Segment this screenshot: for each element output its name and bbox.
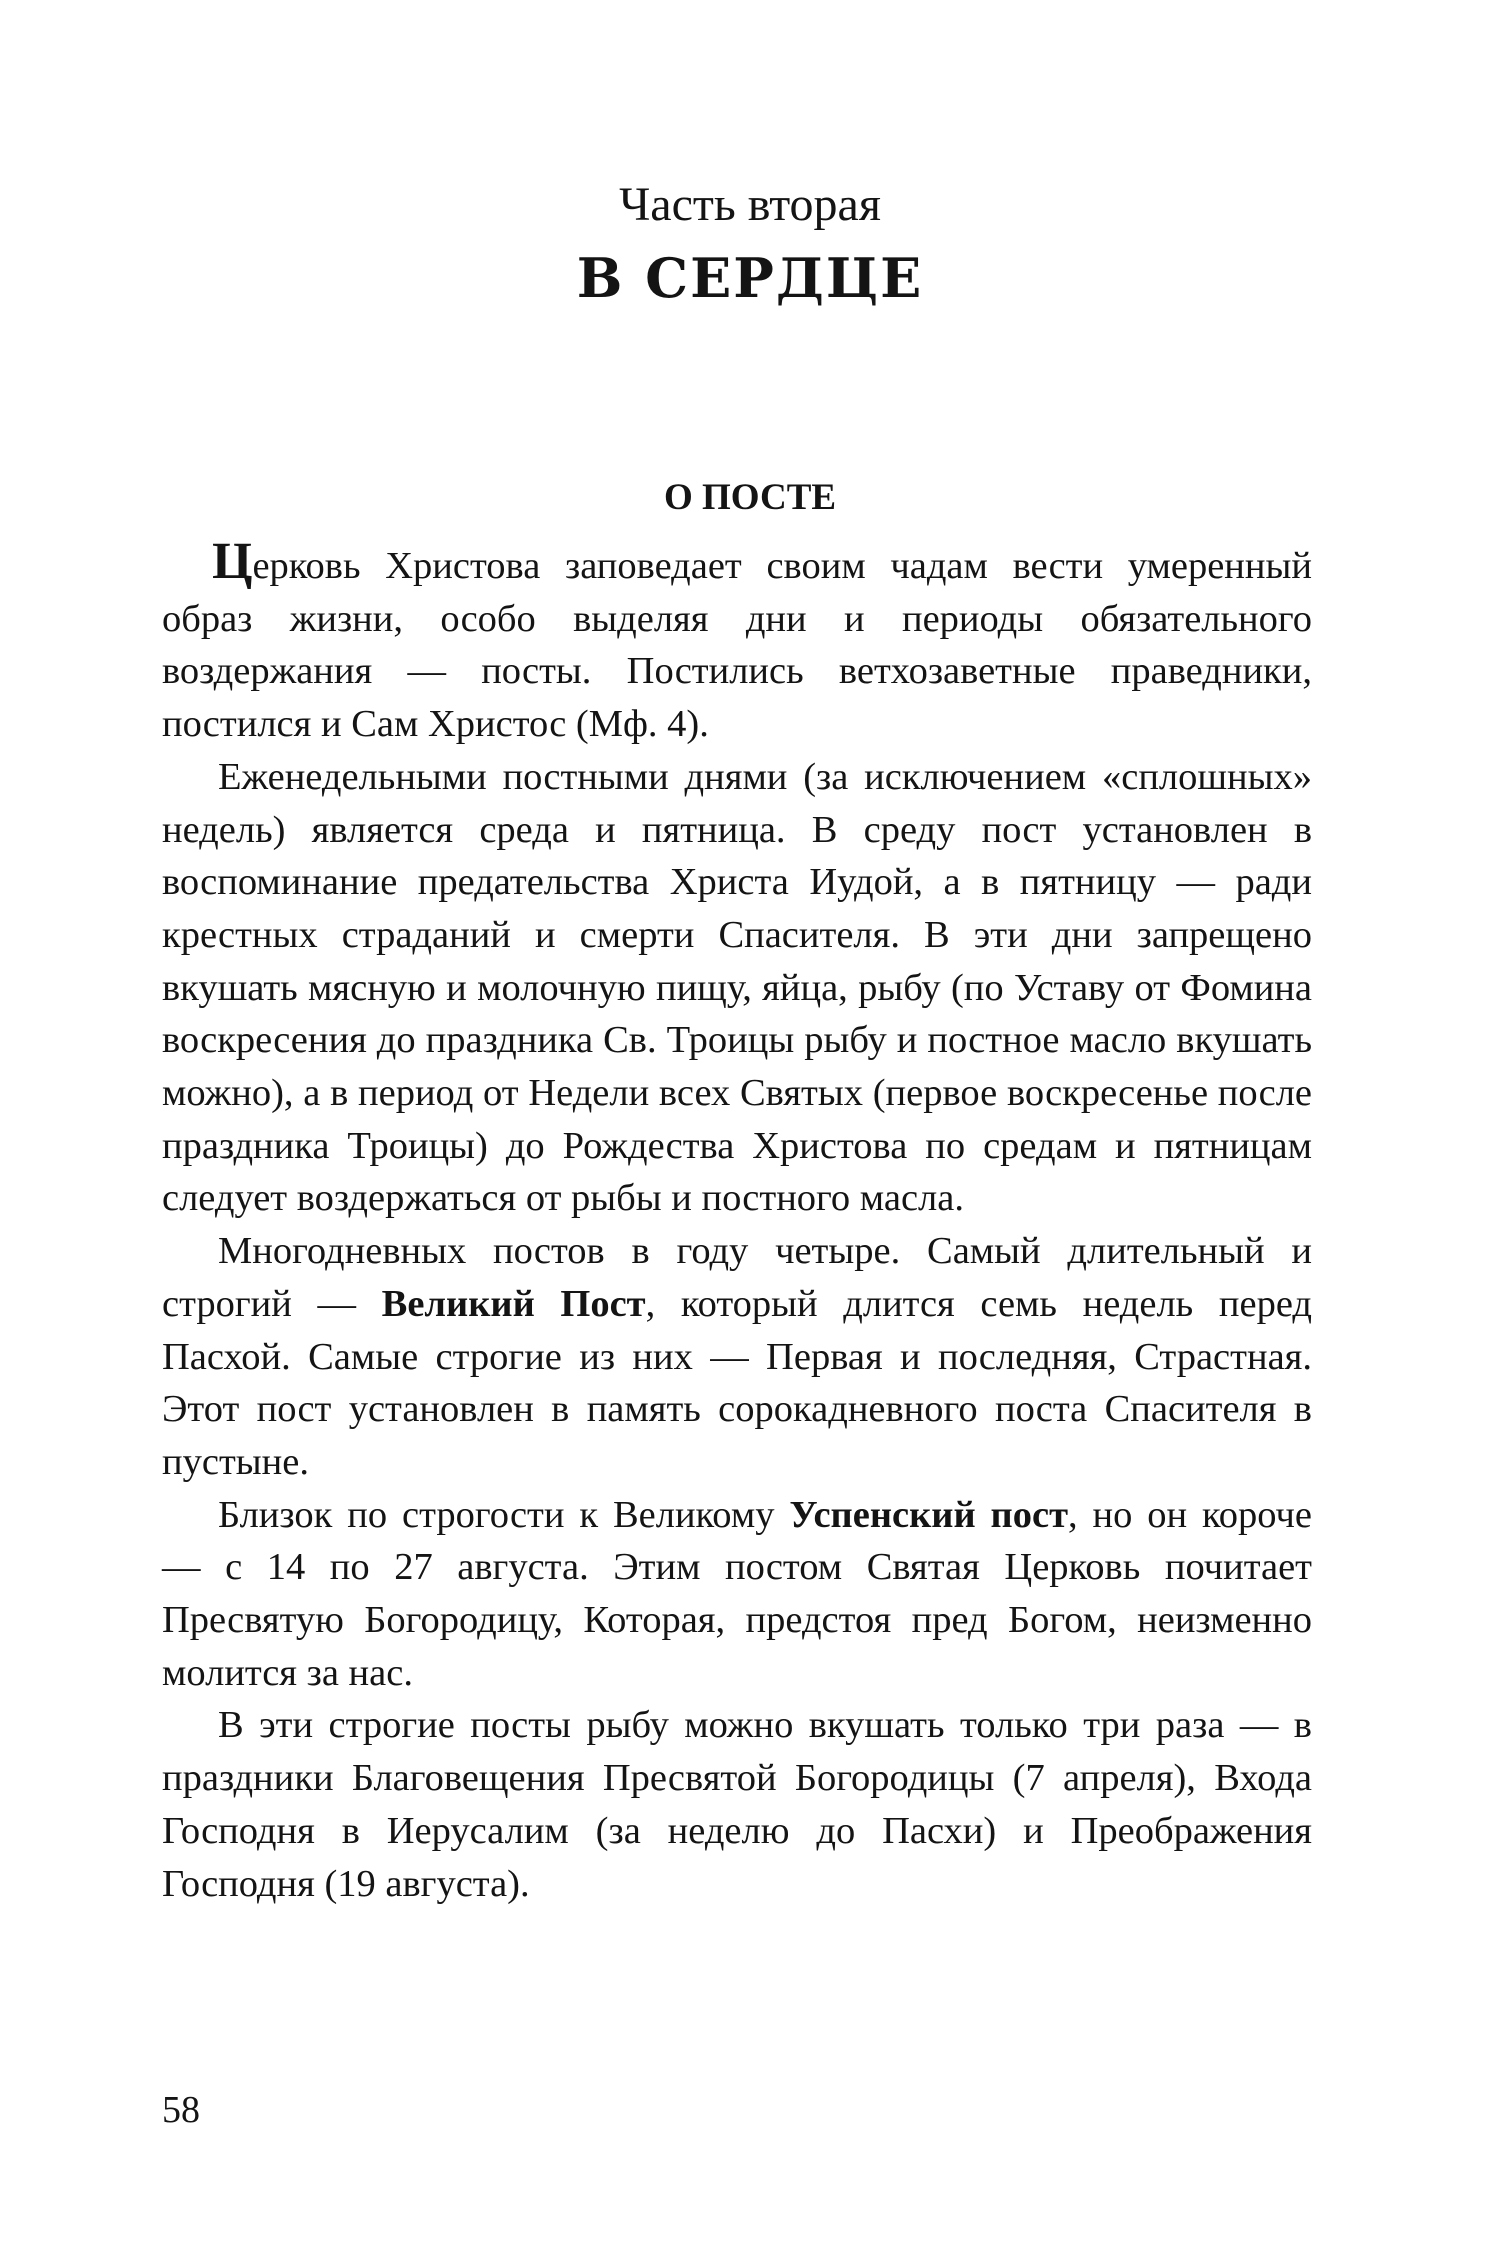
paragraph-4-after: , но он короче — с 14 по 27 августа. Этим постом Святая Церковь почитает Пресвятую Богородицу, Которая, предстоя пред Богом, неизменно молится за нас. [162,1493,1312,1694]
great-lent-term: Великий Пост [381,1282,646,1325]
part-title: В СЕРДЦЕ [576,246,924,310]
dormition-fast-term: Успенский пост [789,1493,1068,1536]
drop-cap: Ц [212,533,253,590]
paragraph-3-after: , который длится семь недель перед Пасхой. Самые строгие из них — Первая и последняя, Страстная. Этот пост установлен в память сорокадневного поста Спасителя в пустыне. [162,1282,1312,1483]
paragraph-4-before: Близок по строгости к Великому [218,1493,790,1536]
paragraph-1 [162,533,1312,751]
part-label: Часть вторая [619,178,881,231]
paragraph-4 [162,1489,1312,1700]
page-number: 58 [162,2089,200,2131]
paragraph-3-before: Многодневных постов в году четыре. Самый длительный и строгий — [162,1230,1312,1325]
paragraph-3 [162,1225,1312,1489]
paragraph-1-text: ерковь Христова заповедает своим чадам вести умеренный образ жизни, особо выделяя дни и периоды обязательного воздержания — посты. Постились ветхозаветные праведники, постился и Сам Христос (Мф. 4). [162,545,1312,746]
paragraph-5: В эти строгие посты рыбу можно вкушать только три раза — в праздники Благовещения Пресвятой Богородицы (7 апреля), Входа Господня в Иерусалим (за неделю до Пасхи) и Преображения Господня (19 августа). [162,1704,1312,1905]
body-text [162,533,1312,1910]
paragraph-2: Еженедельными постными днями (за исключением «сплошных» недель) является среда и пятница. В среду пост установлен в воспоминание предательства Христа Иудой, а в пятницу — ради крестных страданий и смерти Спасителя. В эти дни запрещено вкушать мясную и молочную пищу, яйца, рыбу (по Уставу от Фомина воскресения до праздника Св. Троицы рыбу и постное масло вкушать можно), а в период от Недели всех Святых (первое воскресенье после праздника Троицы) до Рождества Христова по средам и пятницам следует воздержаться от рыбы и постного масла. [162,755,1312,1220]
section-title: О ПОСТЕ [663,477,837,518]
